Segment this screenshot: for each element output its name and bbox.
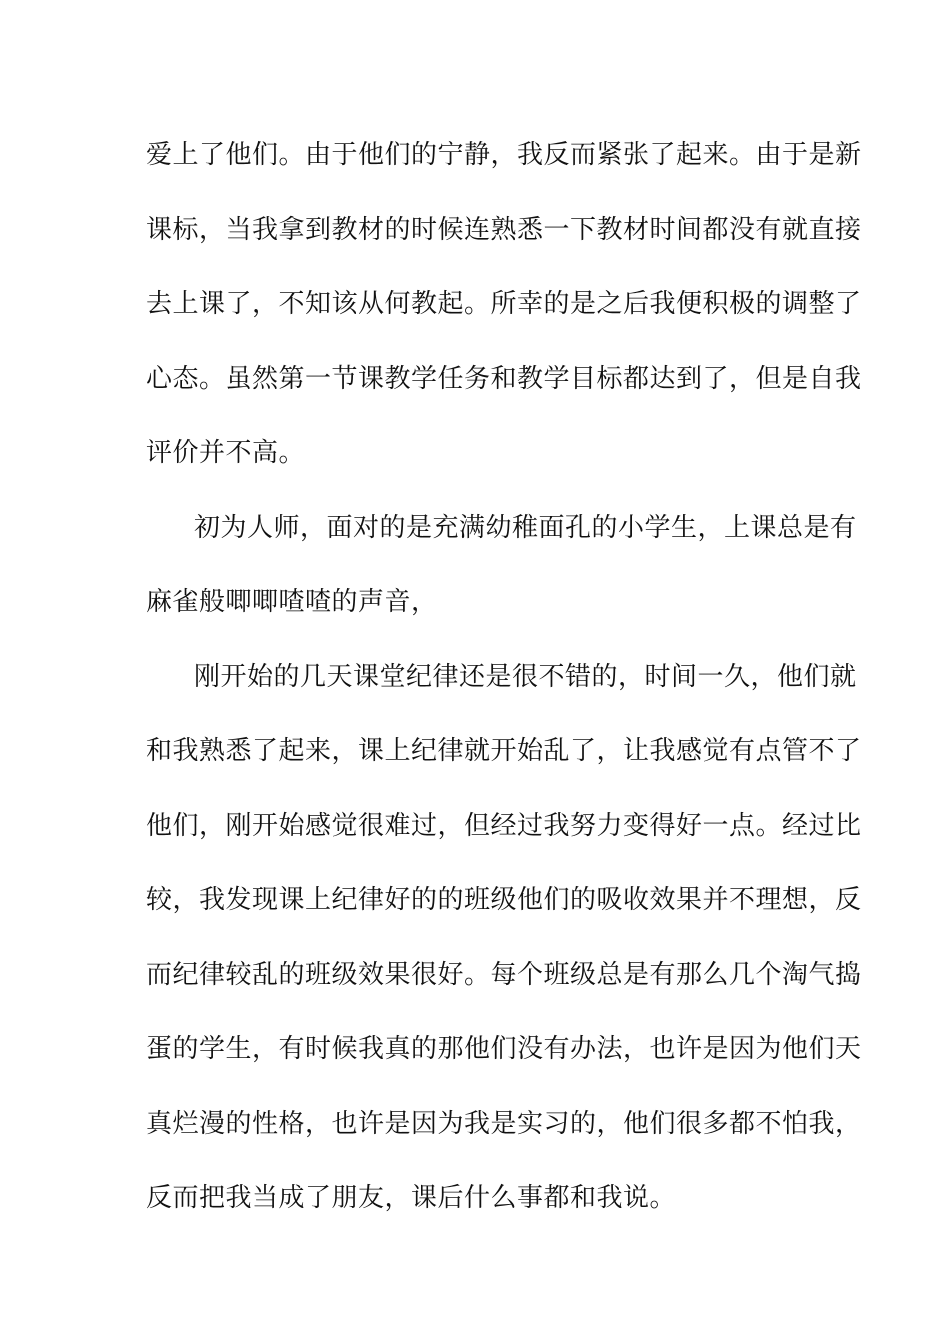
text-line: 和我熟悉了起来，课上纪律就开始乱了，让我感觉有点管不了 <box>146 736 862 766</box>
text-line: 反而把我当成了朋友，课后什么事都和我说。 <box>146 1183 677 1213</box>
text-line: 而纪律较乱的班级效果很好。每个班级总是有那么几个淘气捣 <box>146 959 862 990</box>
text-line: 他们，刚开始感觉很难过，但经过我努力变得好一点。经过比 <box>146 810 862 841</box>
text-line: 初为人师，面对的是充满幼稚面孔的小学生，上课总是有 <box>194 512 857 543</box>
body-text <box>146 118 862 1310</box>
text-line: 较，我发现课上纪律好的的班级他们的吸收效果并不理想，反 <box>146 885 862 915</box>
text-line: 心态。虽然第一节课教学任务和教学目标都达到了，但是自我 <box>146 363 862 394</box>
paragraph-3 <box>146 640 862 1311</box>
text-line: 去上课了，不知该从何教起。所幸的是之后我便积极的调整了 <box>146 289 862 319</box>
paragraph-2 <box>146 491 857 640</box>
paragraph-1 <box>146 118 862 491</box>
text-line: 蛋的学生，有时候我真的那他们没有办法，也许是因为他们天 <box>146 1034 862 1064</box>
text-line: 麻雀般唧唧喳喳的声音， <box>146 587 438 617</box>
text-line <box>146 1236 818 1311</box>
text-line: 课标，当我拿到教材的时候连熟悉一下教材时间都没有就直接 <box>146 214 862 245</box>
text-line: 真烂漫的性格，也许是因为我是实习的，他们很多都不怕我， <box>146 1108 862 1139</box>
text-line: 评价并不高。 <box>146 438 306 468</box>
text-line: 爱上了他们。由于他们的宁静，我反而紧张了起来。由于是新 <box>146 140 862 170</box>
text-line: 刚开始的几天课堂纪律还是很不错的，时间一久，他们就 <box>194 661 857 692</box>
